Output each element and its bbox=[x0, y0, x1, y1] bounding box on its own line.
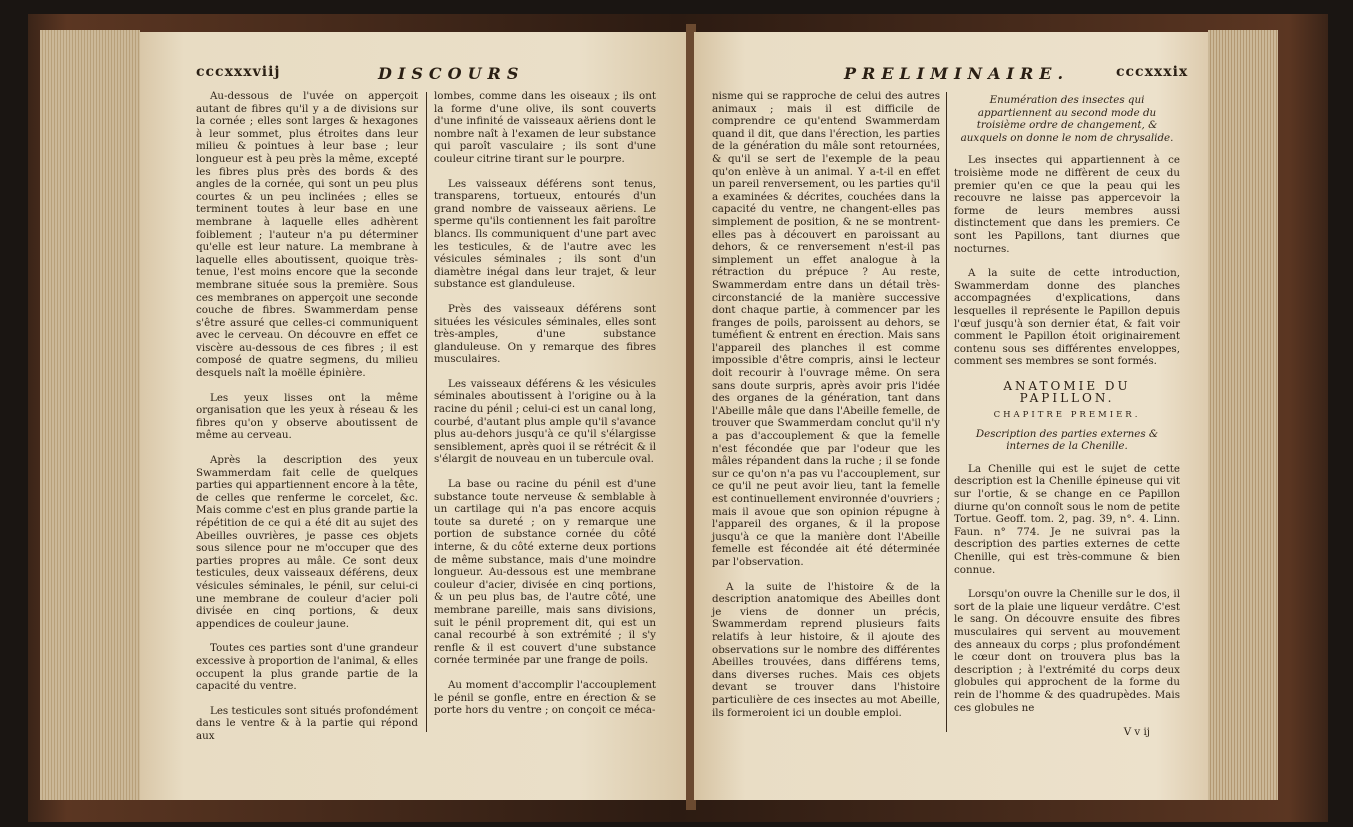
left-page bbox=[140, 32, 688, 800]
paragraph: Au-dessous de l'uvée on apperçoit autant de fibres qu'il y a de divisions sur la cornée ; elles sont larges & hexagones à leur sommet, plus étroites dans leur milieu & pointues à leur base ; leur longueur est à peu près la même, excepté les fibres plus près des bords & des angles de la cornée, qui sont un peu plus courtes & un peu inclinées ; elles se terminent toutes à leur base en une membrane à laquelle elles adhèrent foiblement ; l'auteur n'a pu déterminer qu'elle est leur nature. La membrane à laquelle elles aboutissent, quoique très-tenue, l'est moins encore que la seconde membrane située sous la première. Sous ces membranes on apperçoit une seconde couche de fibres. Swammerdam pense s'être assuré que celles-ci communiquent avec le cerveau. On découvre en effet ce viscère au-dessous de ces fibres ; il est composé de quatre segmens, du milieu desquels naît la moëlle épinière. bbox=[196, 90, 418, 380]
chapter-caption: Description des parties externes & internes de la Chenille. bbox=[975, 427, 1159, 453]
paragraph: Les testicules sont situés profondément dans le ventre & à la partie qui répond aux bbox=[196, 704, 418, 742]
right-page bbox=[694, 32, 1208, 800]
paragraph: nisme qui se rapproche de celui des autres animaux ; mais il est difficile de comprendre ce qu'entend Swammerdam quand il dit, que dans l'érection, les parties de la génération du mâle sont retournées, & qu'il se sert de l'exemple de la peau qu'on enlève à un animal. Y a-t-il en effet un pareil renversement, ou les parties qu'il a examinées & décrites, couchées dans la capacité du ventre, ne changent-elles pas simplement de position, & ne se montrent-elles pas à découvert en paroissant au dehors, & ce renversement n'est-il pas simplement un effet analogue à la rétraction du prépuce ? Au reste, Swammerdam entre dans un détail très-circonstancié de la manière successive dont chaque partie, à commencer par les franges de poils, paroissent au dehors, se tuméfient & entrent en érection. Mais sans l'appareil des planches il est comme impossible d'être compris, ainsi le lecteur doit recourir à l'ouvrage même. On sera sans doute surpris, après avoir pris l'idée des organes de la génération, tant dans l'Abeille mâle que dans l'Abeille femelle, de trouver que Swammerdam conclut qu'il n'y a pas d'accouplement & que la femelle n'est fécondée que par l'odeur que les mâles répandent dans la ruche ; il se fonde sur ce qu'on n'a pas vu l'accouplement, sur ce qu'il ne peut avoir lieu, tant la femelle est continuellement environnée d'ouvriers ; mais il avoue que son opinion répugne à l'appareil des organes, & il la propose jusqu'à ce que la manière dont l'Abeille femelle est fécondée ait été déterminée par l'observation. bbox=[712, 90, 940, 568]
paragraph: Toutes ces parties sont d'une grandeur excessive à proportion de l'animal, & elles occupent la plus grande partie de la capacité du ventre. bbox=[196, 642, 418, 693]
paragraph: Au moment d'accomplir l'accouplement le pénil se gonfle, entre en érection & se porte hors du ventre ; on conçoit ce méca- bbox=[434, 678, 656, 717]
page-number: cccxxxviij bbox=[196, 64, 281, 80]
paragraph: Les insectes qui appartiennent à ce troisième mode ne diffèrent de ceux du premier qu'en ce que la peau qui les recouvre ne laisse pas appercevoir la forme de leurs membres aussi distinctement que dans les premiers. Ce sont les Papillons, tant diurnes que nocturnes. bbox=[954, 154, 1180, 255]
paragraph: La base ou racine du pénil est d'une substance toute nerveuse & semblable à un cartilage qui n'a pas encore acquis toute sa dureté ; on y remarque une portion de substance cornée du côté interne, & du côté externe deux portions de même substance, mais d'une moindre longueur. Au-dessous est une membrane couleur d'acier, divisée en cinq portions, & un peu plus bas, de l'autre côté, une membrane pareille, mais sans divisions, suit le pénil proprement dit, qui est un canal recourbé à son extrémité ; il s'y renfle & il est couvert d'une substance cornée terminée par une frange de poils. bbox=[434, 478, 656, 667]
signature-mark: V v ij bbox=[1123, 726, 1150, 739]
paragraph: A la suite de cette introduction, Swammerdam donne des planches accompagnées d'explications, dans lesquelles il représente le Papillon depuis l'œuf jusqu'à son dernier état, & fait voir comment le Papillon étoit originairement contenu sous ses différentes enveloppes, comment ses membres se sont formés. bbox=[954, 267, 1180, 368]
paragraph: Lorsqu'on ouvre la Chenille sur le dos, il sort de la plaie une liqueur verdâtre. C'est le sang. On découvre ensuite des fibres musculaires qui servent au mouvement des anneaux du corps ; plus profondément le cœur dont on trouvera plus bas la description ; à l'extrémité du corps deux globules qui approchent de la forme du rein de l'homme & des quadrupèdes. Mais ces globules ne bbox=[954, 588, 1180, 714]
paragraph: Les vaisseaux déférens sont tenus, transparens, tortueux, entourés d'un grand nombre de vaisseaux aëriens. Le sperme qu'ils contiennent les fait paroître blancs. Ils communiquent d'une part avec les testicules, & de l'autre avec les vésicules séminales ; ils sont d'un diamètre inégal dans leur trajet, & leur substance est glanduleuse. bbox=[434, 177, 656, 291]
right-column-1 bbox=[712, 90, 940, 731]
paragraph: Près des vaisseaux déférens sont situées les vésicules séminales, elles sont très-amples, d'une substance glanduleuse. On y remarque des fibres musculaires. bbox=[434, 302, 656, 366]
paragraph: Après la description des yeux Swammerdam fait celle de quelques parties qui appartiennent encore à la tête, de celles que renferme le corcelet, &c. Mais comme c'est en plus grande partie la répétition de ce qui a été dit au sujet des Abeilles ouvrières, je passe ces objets sous silence pour ne m'occuper que des parties propres au mâle. Ce sont deux testicules, deux vaisseaux déférens, deux vésicules séminales, le pénil, sur celui-ci une membrane de couleur d'acier poli divisée en cinq portions, & deux appendices de couleur jaune. bbox=[196, 454, 418, 630]
paragraph: A la suite de l'histoire & de la description anatomique des Abeilles dont je viens de donner un précis, Swammerdam reprend plusieurs faits relatifs à leur histoire, & il ajoute des observations sur le nombre des différentes Abeilles trouvées, dans différens tems, dans diverses ruches. Mais ces objets devant se trouver dans l'histoire particulière de ces insectes au mot Abeille, ils formeroient ici un double emploi. bbox=[712, 580, 940, 719]
paragraph: Les yeux lisses ont la même organisation que les yeux à réseau & les fibres qu'on y observe aboutissent de même au cerveau. bbox=[196, 391, 418, 442]
right-column-2 bbox=[954, 90, 1180, 739]
paragraph: lombes, comme dans les oiseaux ; ils ont la forme d'une olive, ils sont couverts d'une infinité de vaisseaux aëriens dont le nombre naît à l'examen de leur substance qui paroît vasculaire ; ils sont d'une couleur citrine tirant sur le pourpre. bbox=[434, 90, 656, 165]
running-title: PRELIMINAIRE. bbox=[844, 64, 1070, 83]
left-column-2 bbox=[434, 90, 656, 729]
left-column-1 bbox=[196, 90, 418, 755]
paragraph: La Chenille qui est le sujet de cette description est la Chenille épineuse qui vit sur l'ortie, & se change en ce Papillon diurne qu'on connoît sous le nom de petite Tortue. Geoff. tom. 2, pag. 39, n°. 4. Linn. Faun. n° 774. Je ne suivrai pas la description des parties externes de cette Chenille, qui est très-commune & bien connue. bbox=[954, 462, 1180, 576]
chapter-heading: CHAPITRE PREMIER. bbox=[993, 410, 1141, 421]
section-heading: ANATOMIE DU PAPILLON. bbox=[1003, 378, 1131, 406]
column-rule bbox=[946, 92, 947, 732]
paragraph: Les vaisseaux déférens & les vésicules séminales aboutissent à l'origine ou à la racine du pénil ; celui-ci est un canal long, courbé, d'autant plus ample qu'il s'avance plus au-dehors jusqu'à ce qu'il s'élargisse sensiblement, après quoi il se rétrécit & il s'élargit de nouveau en un tubercule oval. bbox=[434, 377, 656, 466]
running-title: DISCOURS bbox=[378, 64, 525, 83]
section-caption: Enumération des insectes qui appartiennent au second mode du troisième ordre de changement, & auxquels on donne le nom de chrysalide. bbox=[960, 94, 1174, 144]
page-edges-left bbox=[40, 30, 140, 800]
column-rule bbox=[426, 92, 427, 732]
page-number: cccxxxix bbox=[1116, 64, 1189, 80]
page-edges-right bbox=[1208, 30, 1278, 800]
